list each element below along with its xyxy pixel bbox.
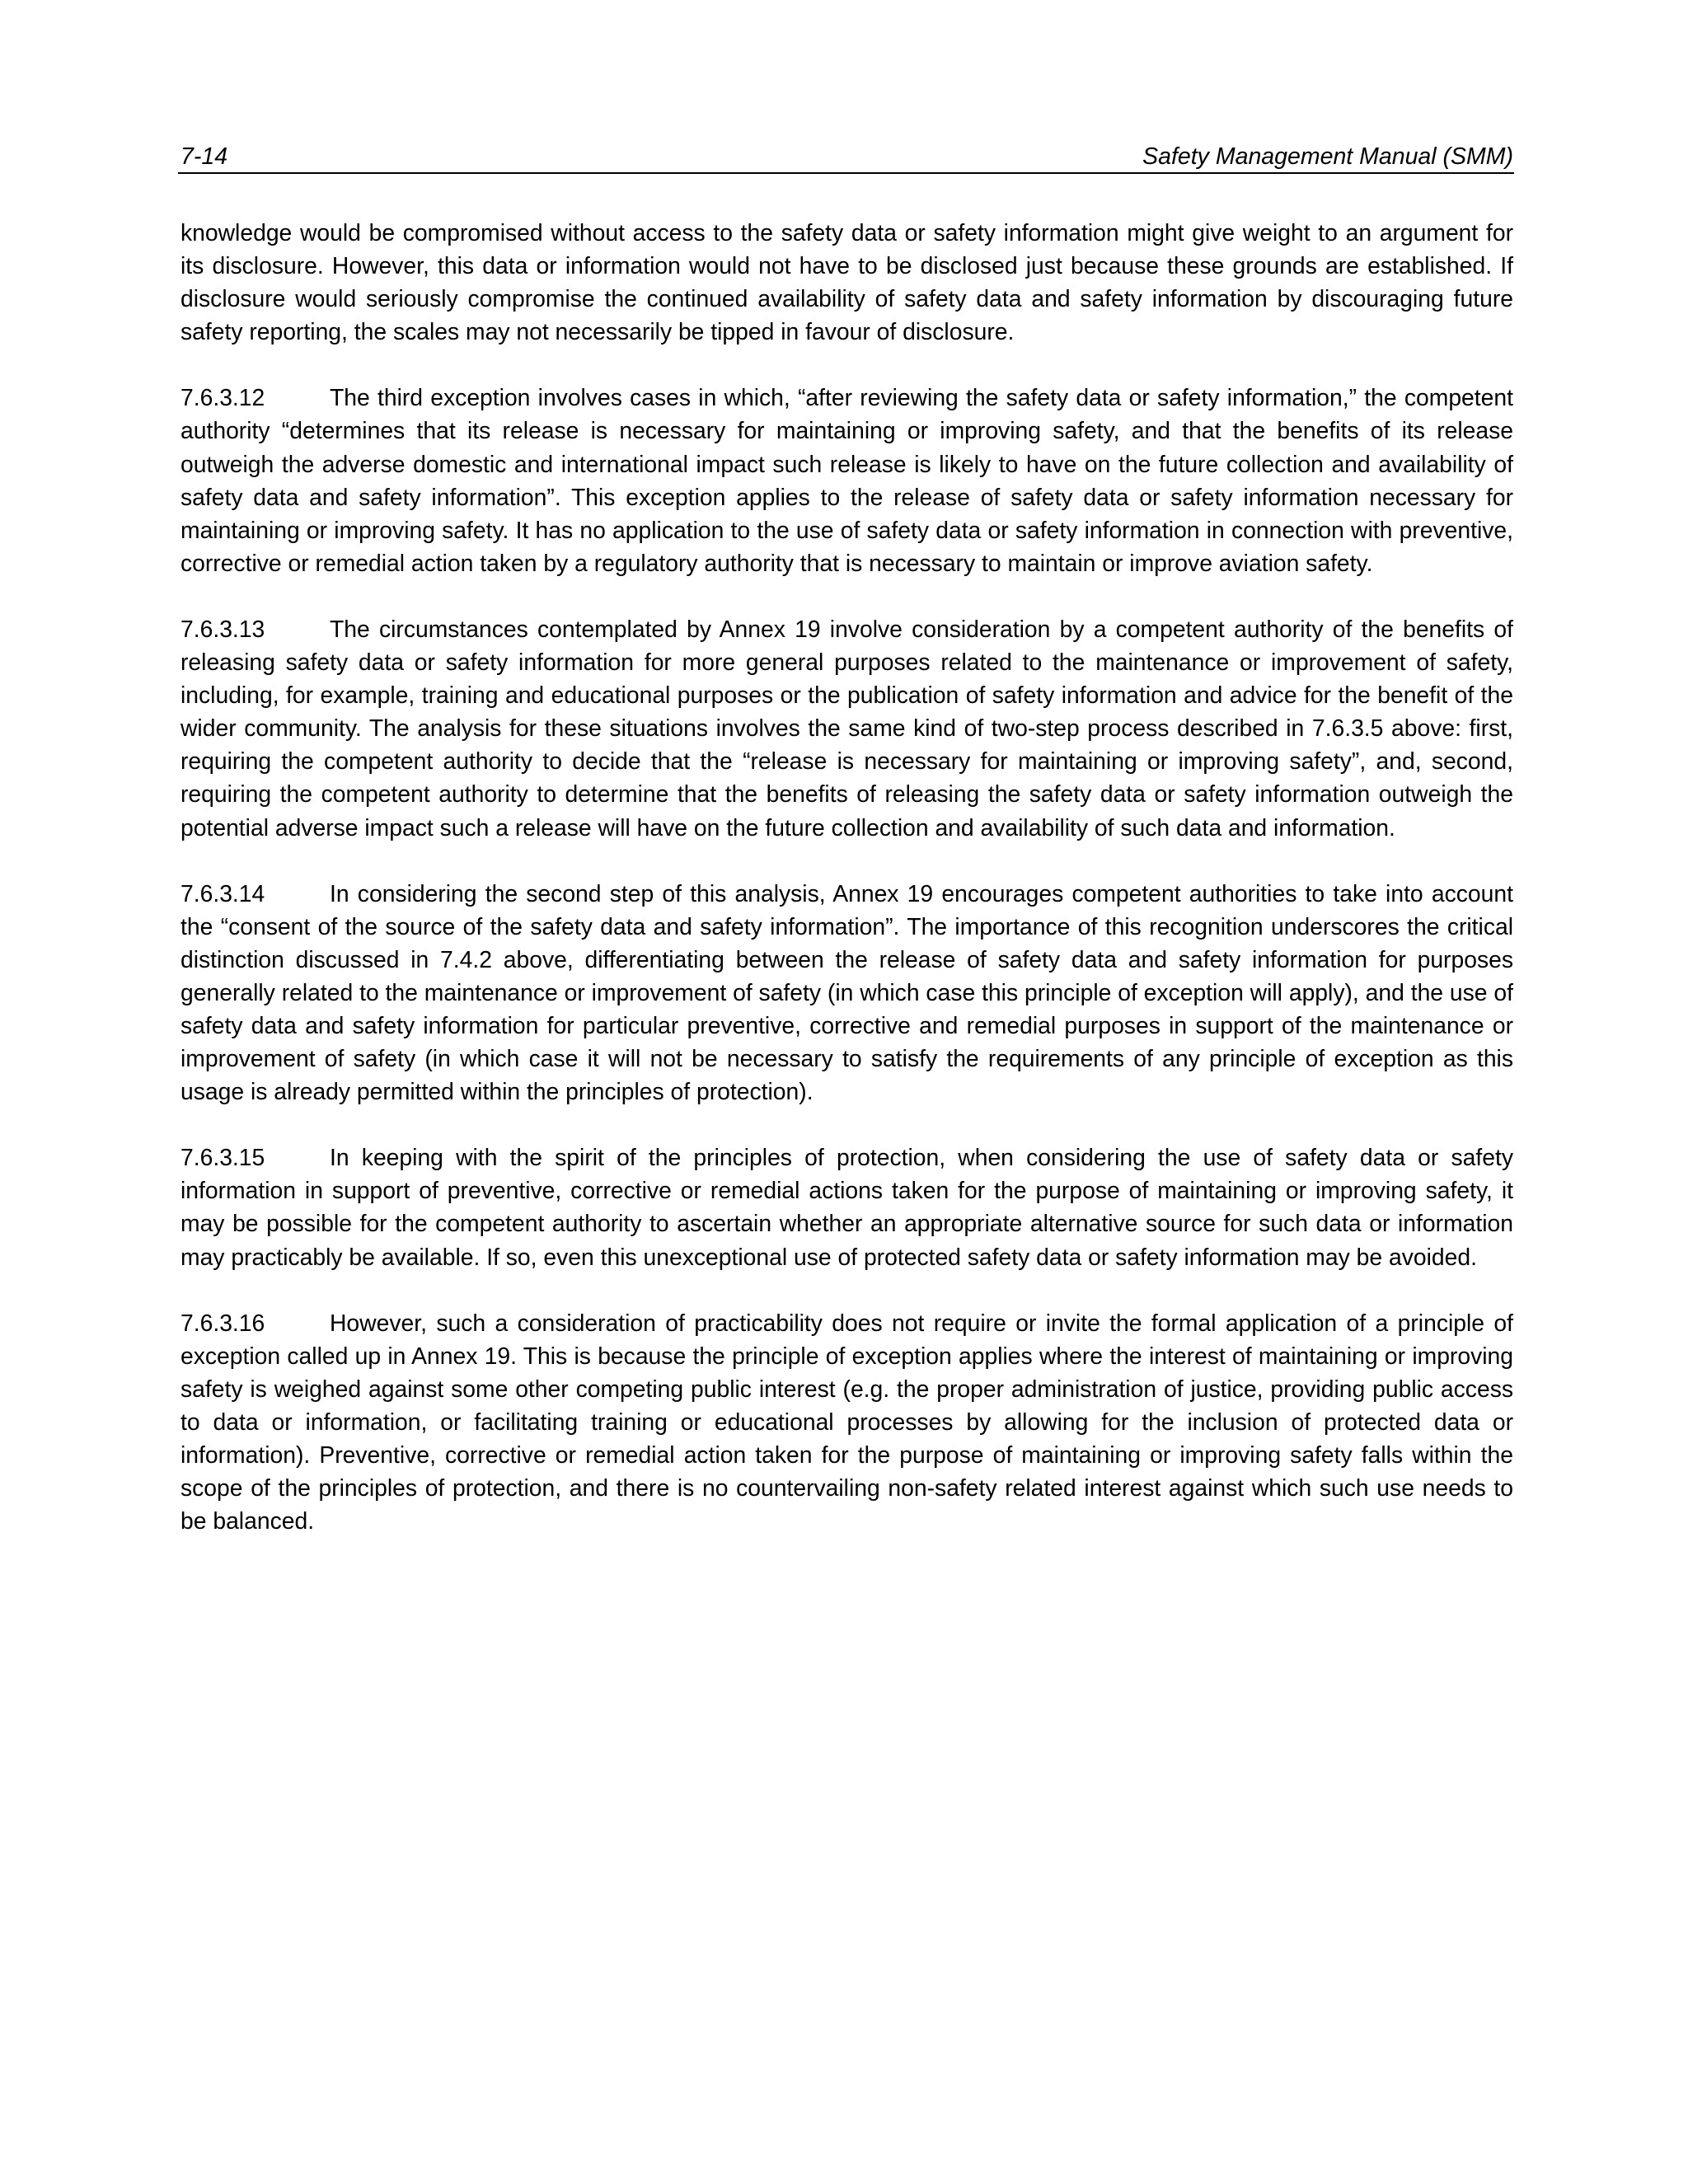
paragraph-number: 7.6.3.12: [181, 384, 265, 411]
header-rule: [178, 172, 1514, 174]
paragraph-text: In keeping with the spirit of the principles of protection, when considering the use of safety data or safety information in support of preventive, corrective or remedial actions taken for the purpose of maintaining or improving safety, it may be possible for the competent authority to ascertain whether an appropriate alternative source for such data or information may practicably be available. If so, even this unexceptional use of protected safety data or safety information may be avoided.: [181, 1144, 1513, 1270]
paragraph-7-6-3-12: [181, 381, 1513, 579]
running-header: [181, 132, 1513, 171]
paragraph-number: 7.6.3.14: [181, 879, 265, 907]
paragraph-number: 7.6.3.13: [181, 615, 265, 642]
paragraph-text: The circumstances contemplated by Annex 19 involve consideration by a competent authority of the benefits of releasing safety data or safety information for more general purposes related to the maintenance or improvement of safety, including, for example, training and educational purposes or the publication of safety information and advice for the benefit of the wider community. The analysis for these situations involves the same kind of two-step process described in 7.6.3.5 above: first, requiring the competent authority to decide that the “release is necessary for maintaining or improving safety”, and, second, requiring the competent authority to determine that the benefits of releasing the safety data or safety information outweigh the potential adverse impact such a release will have on the future collection and availability of such data and information.: [181, 615, 1513, 841]
body-text: [181, 216, 1513, 1570]
paragraph-continued: [181, 216, 1513, 348]
paragraph-number: 7.6.3.16: [181, 1309, 265, 1336]
paragraph-text: The third exception involves cases in which, “after reviewing the safety data or safety information,” the competent authority “determines that its release is necessary for maintaining or improving safety, and that the benefits of its release outweigh the adverse domestic and international impact such release is likely to have on the future collection and availability of safety data and safety information”. This exception applies to the release of safety data or safety information necessary for maintaining or improving safety. It has no application to the use of safety data or safety information in connection with preventive, corrective or remedial action taken by a regulatory authority that is necessary to maintain or improve aviation safety.: [181, 384, 1513, 576]
document-title: Safety Management Manual (SMM): [1142, 143, 1513, 170]
paragraph-text: knowledge would be compromised without access to the safety data or safety information might give weight to an argument for its disclosure. However, this data or information would not have to be disclosed just because these grounds are established. If disclosure would seriously compromise the continued availability of safety data and safety information by discouraging future safety reporting, the scales may not necessarily be tipped in favour of disclosure.: [181, 219, 1513, 345]
paragraph-7-6-3-15: [181, 1141, 1513, 1272]
paragraph-text: In considering the second step of this analysis, Annex 19 encourages competent authorities to take into account the “consent of the source of the safety data and safety information”. The importance of this recognition underscores the critical distinction discussed in 7.4.2 above, differentiating between the release of safety data and safety information for purposes generally related to the maintenance or improvement of safety (in which case this principle of exception will apply), and the use of safety data and safety information for particular preventive, corrective and remedial purposes in support of the maintenance or improvement of safety (in which case it will not be necessary to satisfy the requirements of any principle of exception as this usage is already permitted within the principles of protection).: [181, 879, 1513, 1105]
paragraph-number: 7.6.3.15: [181, 1144, 265, 1171]
paragraph-text: However, such a consideration of practicability does not require or invite the formal application of a principle of exception called up in Annex 19. This is because the principle of exception applies where the interest of maintaining or improving safety is weighed against some other competing public interest (e.g. the proper administration of justice, providing public access to data or information, or facilitating training or educational processes by allowing for the inclusion of protected data or information). Preventive, corrective or remedial action taken for the purpose of maintaining or improving safety falls within the scope of the principles of protection, and there is no countervailing non-safety related interest against which such use needs to be balanced.: [181, 1309, 1513, 1535]
paragraph-7-6-3-13: [181, 612, 1513, 844]
page-number: 7-14: [181, 143, 228, 170]
paragraph-7-6-3-16: [181, 1306, 1513, 1538]
paragraph-7-6-3-14: [181, 877, 1513, 1108]
